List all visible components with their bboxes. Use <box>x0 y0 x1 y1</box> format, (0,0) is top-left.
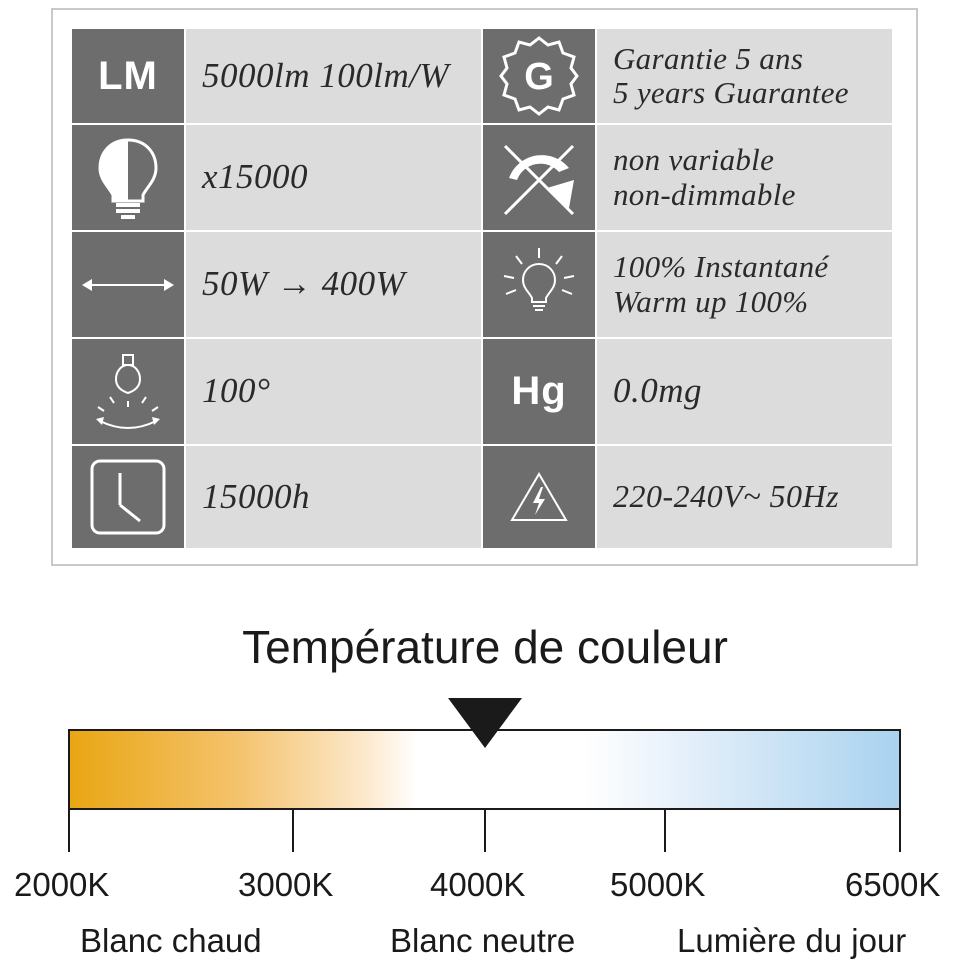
mercury-icon: Hg <box>483 339 597 446</box>
zone-label-warm: Blanc chaud <box>80 922 262 959</box>
clock-icon <box>72 446 186 550</box>
tick-6500k <box>899 810 901 852</box>
wattage-value: 50W → 400W <box>186 232 483 339</box>
tick-label-4000k: 4000K <box>430 866 526 903</box>
mercury-value: 0.0mg <box>597 339 894 446</box>
voltage-value: 220-240V~ 50Hz <box>597 446 894 550</box>
warmup-value: 100% Instantané Warm up 100% <box>597 232 894 339</box>
tick-4000k <box>484 810 486 852</box>
lumen-value: 5000lm 100lm/W <box>186 29 483 125</box>
tick-3000k <box>292 810 294 852</box>
dimmable-value: non variable non-dimmable <box>597 125 894 232</box>
guarantee-seal-icon <box>483 29 597 125</box>
non-dimmable-icon <box>483 125 597 232</box>
zone-label-neutral: Blanc neutre <box>390 922 576 959</box>
spec-grid <box>72 29 894 550</box>
lifetime-value: 15000h <box>186 446 483 550</box>
cycles-value: x15000 <box>186 125 483 232</box>
tick-label-6500k: 6500K <box>845 866 941 903</box>
selected-temperature-marker <box>448 698 522 748</box>
tick-label-2000k: 2000K <box>14 866 110 903</box>
zone-label-daylight: Lumière du jour <box>677 922 907 959</box>
double-arrow-icon <box>72 232 186 339</box>
guarantee-seal-shape <box>498 35 580 117</box>
guarantee-value: Garantie 5 ans 5 years Guarantee <box>597 29 894 125</box>
svg-text:G: G <box>524 56 554 98</box>
tick-label-5000k: 5000K <box>610 866 706 903</box>
tick-label-3000k: 3000K <box>238 866 334 903</box>
tick-5000k <box>664 810 666 852</box>
beam-angle-icon <box>72 339 186 446</box>
bulb-icon <box>72 125 186 232</box>
beam-angle-value: 100° <box>186 339 483 446</box>
lumen-icon: LM <box>72 29 186 125</box>
color-temperature-title: Température de couleur <box>242 621 728 673</box>
instant-bulb-icon <box>483 232 597 339</box>
tick-2000k <box>68 810 70 852</box>
voltage-warning-icon <box>483 446 597 550</box>
